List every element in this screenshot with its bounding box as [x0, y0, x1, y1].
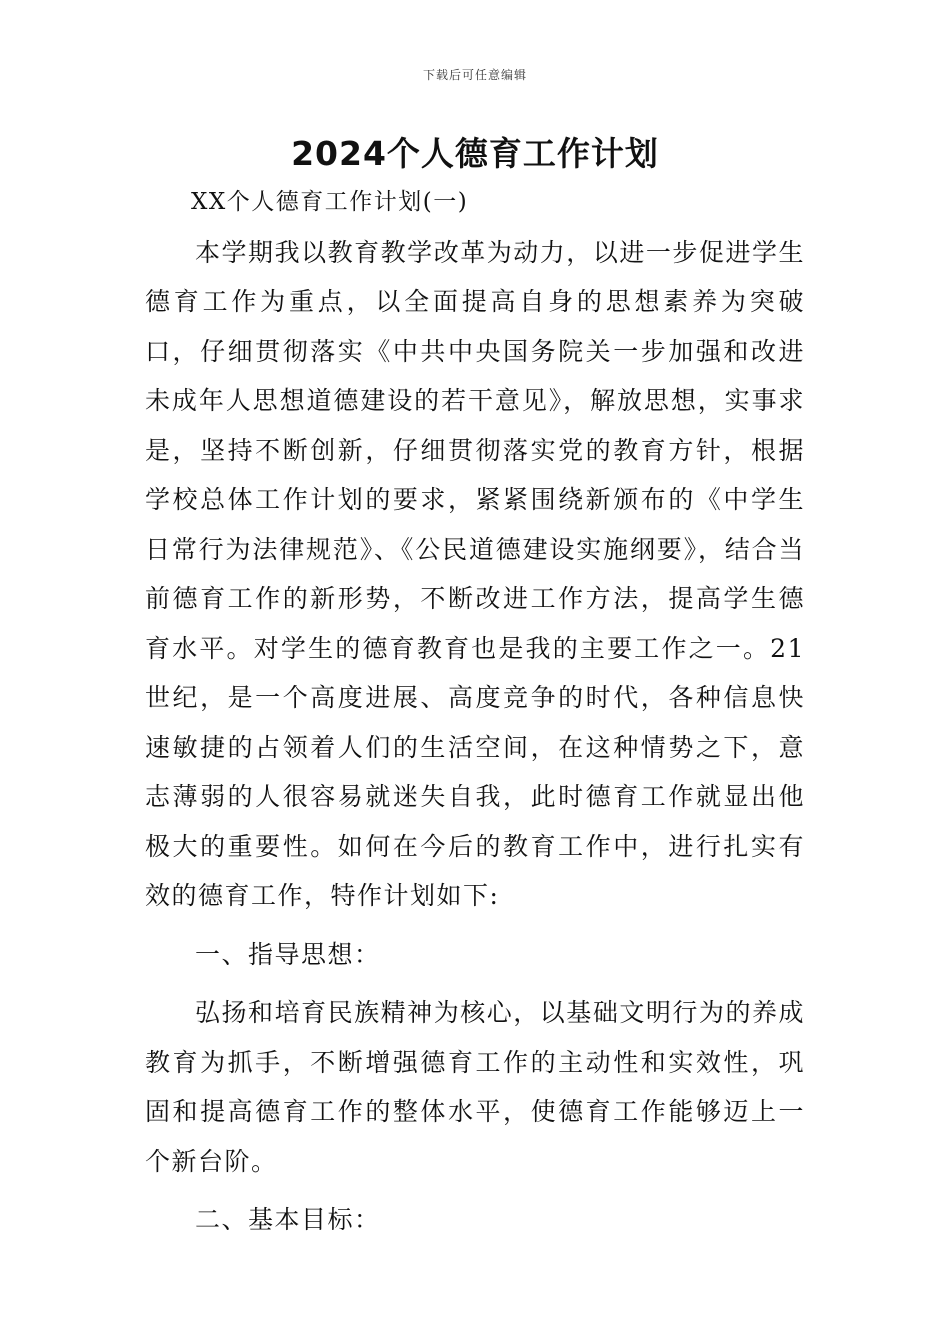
document-subtitle: XX个人德育工作计划(一) — [191, 189, 469, 215]
document-body — [145, 178, 805, 1245]
section-heading-basic-goals: 二、基本目标： — [195, 1205, 381, 1234]
section-body-guiding-thought: 弘扬和培育民族精神为核心，以基础文明行为的养成教育为抓手，不断增强德育工作的主动性和实效性，巩固和提高德育工作的整体水平，使德育工作能够迈上一个新台阶。 — [145, 998, 805, 1176]
intro-paragraph: 本学期我以教育教学改革为动力，以进一步促进学生德育工作为重点，以全面提高自身的思想素养为突破口，仔细贯彻落实《中共中央国务院关一步加强和改进未成年人思想道德建设的若干意见》，解放思想，实事求是，坚持不断创新，仔细贯彻落实党的教育方针，根据学校总体工作计划的要求，紧紧围绕新颁布的《中学生日常行为法律规范》、《公民道德建设实施纲要》，结合当前德育工作的新形势，不断改进工作方法，提高学生德育水平。对学生的德育教育也是我的主要工作之一。21世纪，是一个高度进展、高度竞争的时代，各种信息快速敏捷的占领着人们的生活空间，在这种情势之下，意志薄弱的人很容易就迷失自我，此时德育工作就显出他极大的重要性。如何在今后的教育工作中，进行扎实有效的德育工作，特作计划如下: — [145, 237, 805, 910]
document-title: 2024个人德育工作计划 — [291, 134, 659, 173]
header-note: 下载后可任意编辑 — [422, 68, 527, 82]
section-heading-guiding-thought: 一、指导思想： — [195, 939, 381, 969]
